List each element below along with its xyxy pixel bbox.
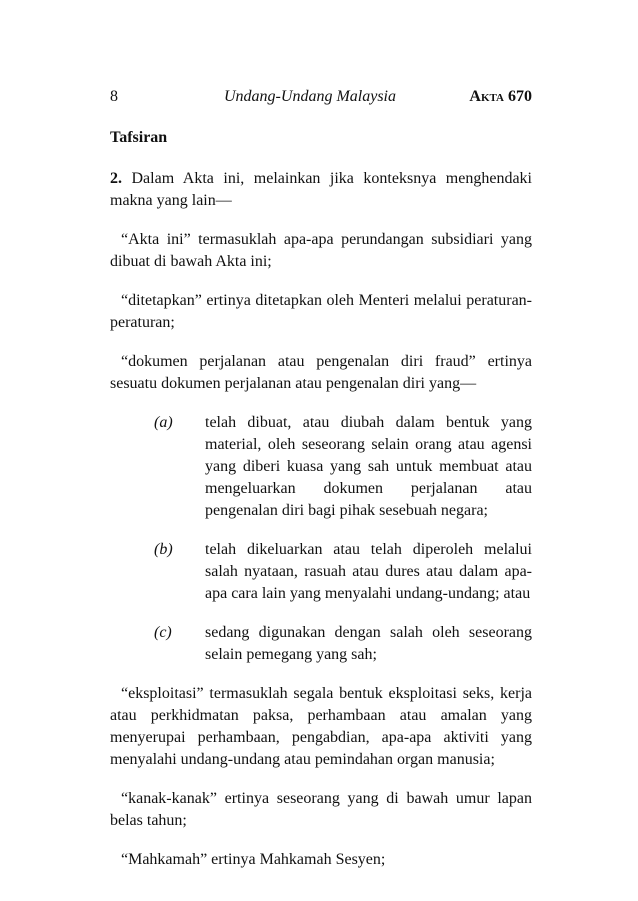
subparagraph-text: sedang digunakan dengan salah oleh seseorang selain pemegang yang sah; <box>205 624 532 663</box>
section-heading: Tafsiran <box>110 129 168 146</box>
subparagraph-label: (a) <box>154 414 173 431</box>
definition-ditetapkan: “ditetapkan” ertinya ditetapkan oleh Menteri melalui peraturan-peraturan; <box>110 292 532 331</box>
subparagraph-label: (c) <box>154 624 172 641</box>
subparagraph-text: telah dibuat, atau diubah dalam bentuk yang material, oleh seseorang selain orang atau agensi yang diberi kuasa yang sah untuk membuat atau mengeluarkan dokumen perjalanan atau pengenalan diri bagi pihak sesebuah negara; <box>205 414 532 519</box>
subparagraph-c <box>154 622 532 666</box>
definition-akta-ini: “Akta ini” termasuklah apa-apa perundangan subsidiari yang dibuat di bawah Akta ini; <box>110 231 532 270</box>
subparagraph-label: (b) <box>154 541 173 558</box>
document-page <box>110 88 532 871</box>
subparagraph-b <box>154 539 532 605</box>
definition-kanak-kanak: “kanak-kanak” ertinya seseorang yang di bawah umur lapan belas tahun; <box>110 790 532 829</box>
definition-dokumen-fraud: “dokumen perjalanan atau pengenalan diri fraud” ertinya sesuatu dokumen perjalanan atau pengenalan diri yang— <box>110 353 532 392</box>
section-number: 2. <box>110 170 122 187</box>
subparagraph-text: telah dikeluarkan atau telah diperoleh melalui salah nyataan, rasuah atau dures atau dalam apa-apa cara lain yang menyalahi undang-undang; atau <box>205 541 532 602</box>
act-number: Akta 670 <box>469 88 532 105</box>
definition-eksploitasi: “eksploitasi” termasuklah segala bentuk eksploitasi seks, kerja atau perkhidmatan paksa, perhambaan atau amalan yang menyerupai perhambaan, pengabdian, apa-apa aktiviti yang menyalahi undang-undang atau pemindahan organ manusia; <box>110 685 532 768</box>
page-header <box>110 88 532 108</box>
running-title: Undang-Undang Malaysia <box>224 88 396 105</box>
section-text: Dalam Akta ini, melainkan jika konteksnya menghendaki makna yang lain— <box>110 170 532 209</box>
page-number: 8 <box>110 88 118 105</box>
section-paragraph <box>110 168 532 212</box>
definition-mahkamah: “Mahkamah” ertinya Mahkamah Sesyen; <box>121 851 386 868</box>
subparagraph-a <box>154 412 532 522</box>
